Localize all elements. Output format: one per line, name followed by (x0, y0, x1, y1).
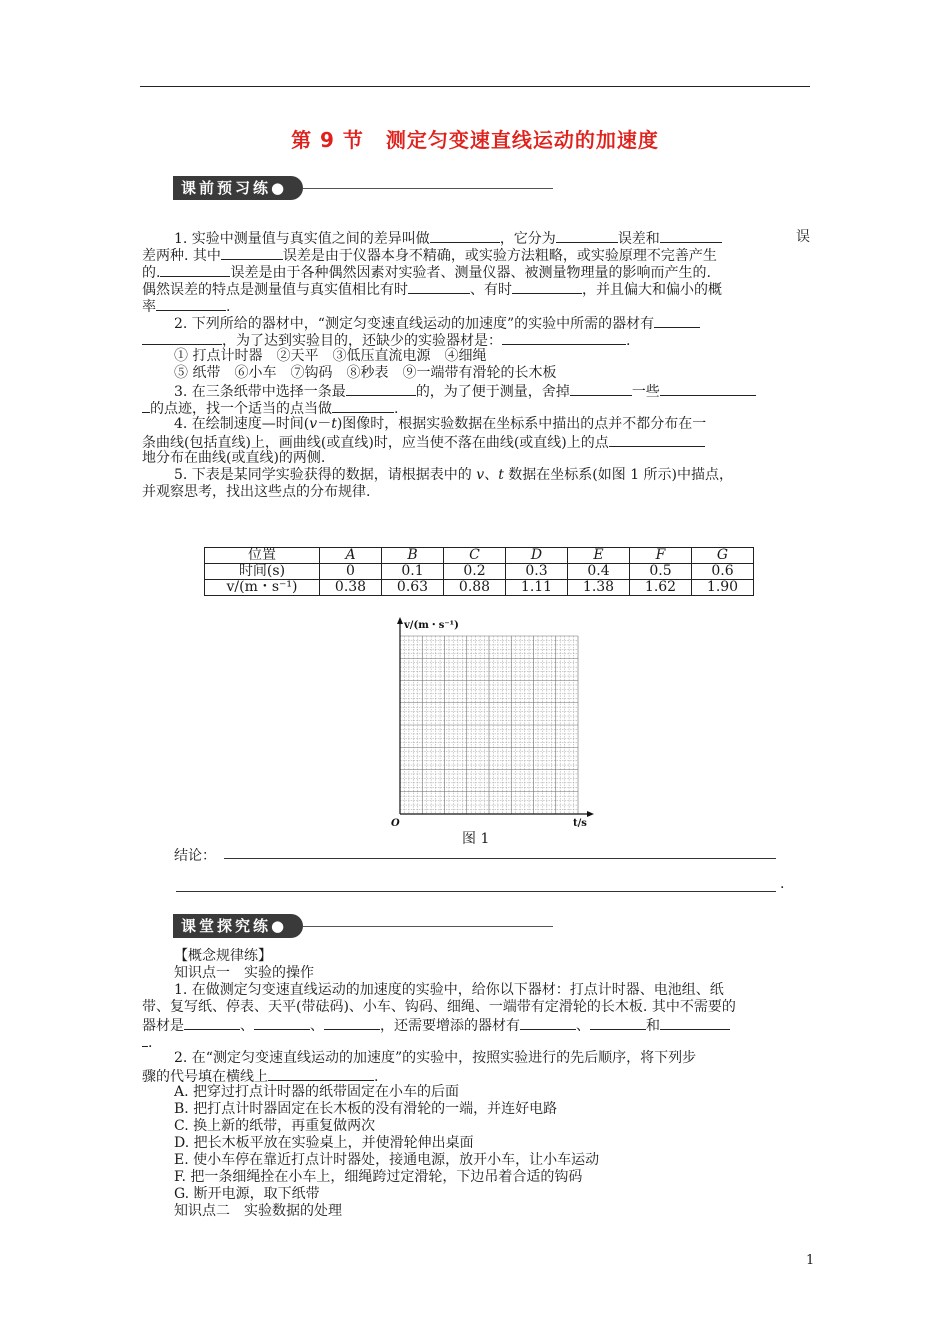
conclusion-label: 结论： (174, 848, 216, 864)
q2-options-1: ① 打点计时器 ②天平 ③低压直流电源 ④细绳 (174, 348, 487, 364)
table-cell: 1.38 (568, 580, 630, 596)
section-number: 第 9 节 (291, 128, 364, 152)
answer-blank[interactable] (160, 263, 230, 277)
page-number: 1 (806, 1253, 815, 1268)
table-cell: B (382, 548, 444, 564)
section-rule (303, 188, 553, 189)
q2-line-1: 2. 下列所给的器材中，“测定匀变速直线运动的加速度”的实验中所需的器材有 (174, 314, 700, 334)
answer-blank[interactable] (590, 1016, 646, 1030)
p2-q1-line-4: . (142, 1033, 152, 1053)
data-table (204, 547, 754, 596)
x-axis-label: t/s (573, 818, 587, 829)
row-label: v/(m・s⁻¹) (205, 580, 320, 596)
conclusion-answer-line[interactable] (176, 891, 776, 892)
table-cell: A (320, 548, 382, 564)
p2-q1-line-1: 1. 在做测定匀变速直线运动的加速度的实验中，给你以下器材：打点计时器、电池组、纸 (174, 982, 724, 998)
knowledge-point-2: 知识点二 实验数据的处理 (174, 1203, 342, 1219)
step-item: A. 把穿过打点计时器的纸带固定在小车的后面 (174, 1084, 460, 1100)
section-rule (303, 926, 553, 927)
q1-line-4: 偶然误差的特点是测量值与真实值相比有时 、有时 ，并且偏大和偏小的概 (142, 282, 722, 298)
answer-blank[interactable] (254, 1016, 310, 1030)
answer-blank[interactable] (502, 331, 626, 345)
table-cell: 0.88 (444, 580, 506, 596)
answer-blank[interactable] (346, 382, 416, 396)
answer-blank[interactable] (654, 314, 700, 328)
p2-q1-line-2: 带、复写纸、停表、天平(带砝码)、小车、钩码、细绳、一端带有定滑轮的长木板. 其中不需要的 (142, 999, 736, 1015)
table-cell: 0.3 (506, 564, 568, 580)
step-item: D. 把长木板平放在实验桌上，并使滑轮伸出桌面 (174, 1135, 474, 1151)
answer-blank[interactable] (324, 1016, 380, 1030)
q1-line-2: 差两种. 其中 误差是由于仪器本身不精确，或实验方法粗略，或实验原理不完善产生 (142, 248, 717, 264)
table-cell: C (444, 548, 506, 564)
table-cell: 0.38 (320, 580, 382, 596)
p2-q2-line-2: 骤的代号填在横线上 . (142, 1069, 379, 1085)
table-cell: 0.63 (382, 580, 444, 596)
step-item: G. 断开电源，取下纸带 (174, 1186, 320, 1202)
q2-options-2: ⑤ 纸带 ⑥小车 ⑦钩码 ⑧秒表 ⑨一端带有滑轮的长木板 (174, 365, 557, 381)
section-tag-preview: 课前预习练● (173, 176, 303, 200)
q3-line-2: 的点迹，找一个适当的点当做 . (142, 399, 398, 419)
answer-blank[interactable] (512, 280, 582, 294)
step-item: F. 把一条细绳拴在小车上，细绳跨过定滑轮，下边吊着合适的钩码 (174, 1169, 583, 1185)
answer-blank[interactable] (660, 1016, 730, 1030)
answer-blank[interactable] (660, 229, 722, 243)
table-row (205, 564, 754, 580)
step-item: C. 换上新的纸带，再重复做两次 (174, 1118, 376, 1134)
q5-line-1: 5. 下表是某同学实验获得的数据，请根据表中的 v、t 数据在坐标系(如图 1 所示)中描点， (174, 467, 734, 483)
knowledge-point-1: 知识点一 实验的操作 (174, 965, 314, 981)
y-axis-label: v/(m・s⁻¹) (404, 620, 459, 631)
q5-line-2: 并观察思考，找出这些点的分布规律. (142, 484, 371, 500)
q4-line-3: 地分布在曲线(或直线)的两侧. (142, 450, 326, 466)
q4-line-2: 条曲线(包括直线)上，画曲线(或直线)时，应当使不落在曲线(或直线)上的点 (142, 433, 705, 453)
q1-line-1: 1. 实验中测量值与真实值之间的差异叫做 ，它分为 误差和 误 (174, 229, 810, 247)
answer-blank[interactable] (221, 246, 283, 260)
answer-blank[interactable] (520, 1016, 576, 1030)
table-cell: F (630, 548, 692, 564)
q2-line-2: ，为了达到实验目的，还缺少的实验器材是： . (142, 331, 630, 351)
q4-line-1: 4. 在绘制速度—时间(v－t)图像时，根据实验数据在坐标系中描出的点并不都分布在一 (174, 416, 707, 432)
table-row (205, 580, 754, 596)
group-heading: 【概念规律练】 (174, 948, 272, 964)
answer-blank[interactable] (142, 399, 150, 413)
step-item: E. 使小车停在靠近打点计时器处，接通电源，放开小车，让小车运动 (174, 1152, 600, 1168)
p2-q1-line-3: 器材是 、 、 ，还需要增添的器材有 、 和 (142, 1016, 730, 1036)
figure-caption: 图 1 (462, 831, 490, 847)
table-cell: 0 (320, 564, 382, 580)
table-cell: 0.1 (382, 564, 444, 580)
conclusion-end: . (780, 876, 785, 892)
table-cell: 1.62 (630, 580, 692, 596)
answer-blank[interactable] (156, 297, 226, 311)
x-axis-arrow-icon (587, 811, 594, 817)
row-label: 时间(s) (205, 564, 320, 580)
q3-line-1: 3. 在三条纸带中选择一条最 的，为了便于测量，舍掉 一些 (174, 382, 756, 402)
answer-blank[interactable] (556, 229, 618, 243)
answer-blank[interactable] (184, 1016, 240, 1030)
page-title (0, 124, 950, 153)
answer-blank[interactable] (570, 382, 632, 396)
table-cell: G (692, 548, 754, 564)
table-cell: D (506, 548, 568, 564)
answer-blank[interactable] (430, 229, 500, 243)
section-tag-explore: 课堂探究练● (173, 914, 303, 938)
answer-blank[interactable] (332, 399, 394, 413)
graph-grid[interactable] (382, 614, 602, 834)
table-cell: 1.11 (506, 580, 568, 596)
p2-q2-line-1: 2. 在“测定匀变速直线运动的加速度”的实验中，按照实验进行的先后顺序，将下列步 (174, 1050, 697, 1066)
table-cell: 0.5 (630, 564, 692, 580)
q1-line-3: 的. 误差是由于各种偶然因素对实验者、测量仪器、被测量物理量的影响而产生的. (142, 265, 711, 281)
conclusion-answer-line[interactable] (224, 858, 776, 859)
answer-blank[interactable] (268, 1067, 374, 1081)
table-cell: 0.4 (568, 564, 630, 580)
top-rule (140, 86, 810, 87)
step-item: B. 把打点计时器固定在长木板的没有滑轮的一端，并连好电路 (174, 1101, 558, 1117)
row-label: 位置 (205, 548, 320, 564)
q1-line-5: 率 . (142, 299, 231, 315)
answer-blank[interactable] (408, 280, 470, 294)
answer-blank[interactable] (660, 382, 756, 396)
table-cell: 0.6 (692, 564, 754, 580)
table-cell: 1.90 (692, 580, 754, 596)
answer-blank[interactable] (609, 433, 705, 447)
y-axis-arrow-icon (397, 617, 403, 624)
table-cell: 0.2 (444, 564, 506, 580)
table-row (205, 548, 754, 564)
origin-label: O (391, 818, 400, 829)
section-title: 测定匀变速直线运动的加速度 (385, 128, 659, 152)
answer-blank[interactable] (142, 331, 222, 345)
table-cell: E (568, 548, 630, 564)
